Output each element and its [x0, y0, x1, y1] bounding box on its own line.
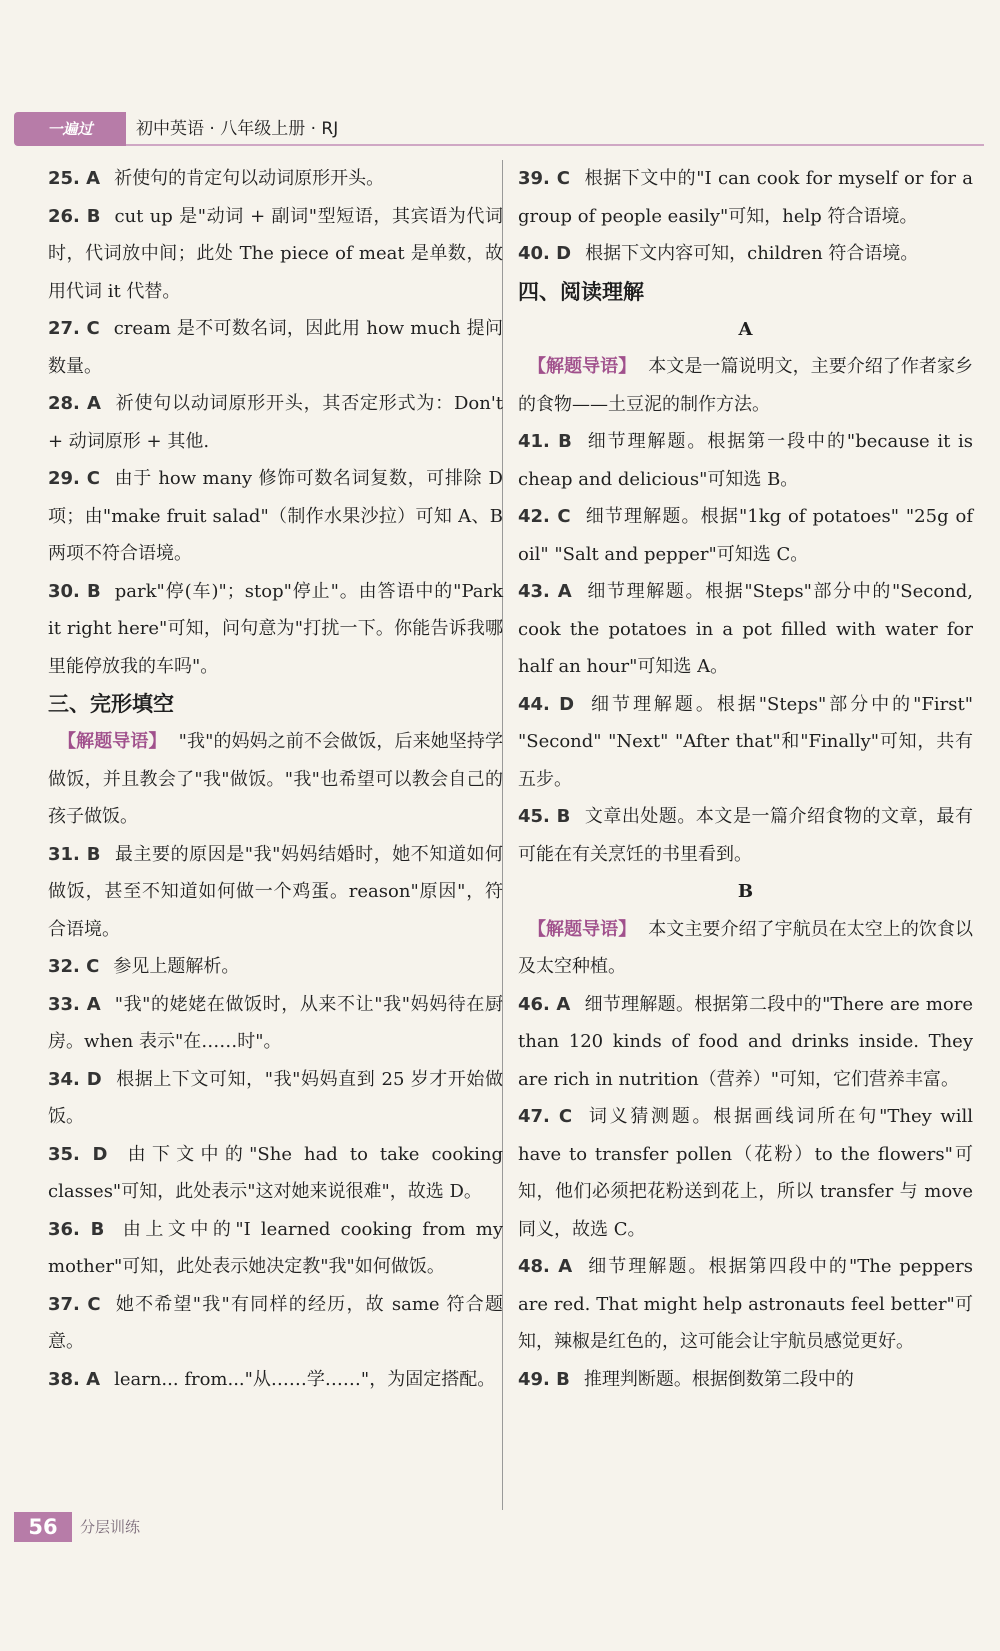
answer-number: 44. D — [518, 693, 575, 715]
answer-number: 34. D — [48, 1068, 102, 1090]
answer-item — [518, 498, 973, 573]
answer-explanation: 由于 how many 修饰可数名词复数，可排除 D 项；由"make fruit salad"（制作水果沙拉）可知 A、B 两项不符合语境。 — [48, 468, 503, 564]
answer-item — [518, 1098, 973, 1248]
answer-explanation: 根据上下文可知，"我"妈妈直到 25 岁才开始做饭。 — [48, 1068, 503, 1127]
section-title-cloze: 三、完形填空 — [48, 692, 174, 716]
answer-number: 27. C — [48, 318, 100, 339]
answer-explanation: 根据下文中的"I can cook for myself or for a group of people easily"可知，help 符合语境。 — [518, 168, 973, 227]
answer-explanation: 最主要的原因是"我"妈妈结婚时，她不知道如何做饭，甚至不知道如何做一个鸡蛋。reason"原因"，符合语境。 — [48, 843, 503, 940]
answer-item — [48, 986, 503, 1061]
answer-item — [518, 1248, 973, 1361]
answer-number: 41. B — [518, 431, 572, 452]
answer-item — [48, 385, 503, 460]
footer-label: 分层训练 — [80, 1518, 141, 1536]
answer-number: 46. A — [518, 993, 571, 1015]
answer-item — [518, 986, 973, 1099]
answer-explanation: 祈使句的肯定句以动词原形开头。 — [114, 168, 385, 189]
guide-tag: 【解题导语】 — [58, 731, 167, 752]
answer-explanation: 由下文中的"She had to take cooking classes"可知，此处表示"这对她来说很难"，故选 D。 — [48, 1143, 503, 1202]
answer-item — [518, 235, 973, 273]
answer-item — [518, 686, 973, 799]
answer-number: 36. B — [48, 1218, 105, 1240]
answer-number: 47. C — [518, 1106, 573, 1127]
answer-item — [48, 948, 503, 986]
answer-item — [48, 160, 503, 198]
answer-number: 40. D — [518, 243, 572, 264]
answer-explanation: 她不希望"我"有同样的经历，故 same 符合题意。 — [48, 1293, 503, 1352]
answer-item — [48, 1361, 503, 1399]
answer-explanation: 细节理解题。根据"Steps"部分中的"First" "Second" "Next" "After that"和"Finally"可知，共有五步。 — [518, 693, 973, 790]
answer-list-right-b — [518, 986, 973, 1399]
page-footer — [14, 1512, 204, 1542]
passage-label-a: A — [738, 318, 753, 340]
answer-explanation: 细节理解题。根据"1kg of potatoes" "25g of oil" "Salt and pepper"可知选 C。 — [518, 506, 973, 565]
answer-number: 38. A — [48, 1368, 101, 1390]
page-header — [14, 112, 984, 146]
guide-cloze — [48, 723, 503, 836]
answer-explanation: 参见上题解析。 — [113, 956, 240, 977]
answer-item — [518, 798, 973, 873]
answer-item — [48, 836, 503, 949]
answer-item — [518, 573, 973, 686]
answer-explanation: 细节理解题。根据"Steps"部分中的"Second, cook the potatoes in a pot filled with water for half an hour"可知选 A。 — [518, 581, 973, 677]
answer-number: 43. A — [518, 581, 572, 602]
answer-list-right-1 — [518, 160, 973, 273]
answer-explanation: "我"的姥姥在做饭时，从来不让"我"妈妈待在厨房。when 表示"在……时"。 — [48, 993, 503, 1052]
guide-tag: 【解题导语】 — [528, 918, 637, 940]
answer-number: 35. D — [48, 1143, 108, 1165]
answer-list-left-2 — [48, 836, 503, 1399]
answer-explanation: learn... from..."从……学……"，为固定搭配。 — [114, 1368, 496, 1390]
answer-number: 45. B — [518, 806, 571, 827]
answer-number: 42. C — [518, 506, 571, 527]
answer-number: 32. C — [48, 956, 100, 977]
answer-explanation: cut up 是"动词 + 副词"型短语，其宾语为代词时，代词放中间；此处 The piece of meat 是单数，故用代词 it 代替。 — [48, 205, 503, 302]
brand-logo: 一遍过 — [14, 112, 126, 146]
answer-number: 25. A — [48, 168, 101, 189]
guide-text: 本文是一篇说明文，主要介绍了作者家乡的食物——土豆泥的制作方法。 — [518, 356, 974, 415]
answer-explanation: 祈使句以动词原形开头，其否定形式为：Don't + 动词原形 + 其他. — [48, 393, 503, 452]
answer-explanation: 细节理解题。根据第二段中的"There are more than 120 kinds of food and drinks inside. They are rich in nutrition（营养）"可知，它们营养丰富。 — [518, 993, 973, 1090]
answer-number: 29. C — [48, 468, 101, 489]
guide-text: "我"的妈妈之前不会做饭，后来她坚持学做饭，并且教会了"我"做饭。"我"也希望可以教会自己的孩子做饭。 — [48, 731, 503, 827]
answer-number: 30. B — [48, 580, 101, 602]
answer-item — [48, 1211, 503, 1286]
answer-item — [48, 460, 503, 573]
answer-item — [48, 1136, 503, 1211]
section-title-reading: 四、阅读理解 — [518, 279, 644, 304]
passage-label-b: B — [737, 881, 754, 902]
answer-explanation: 词义猜测题。根据画线词所在句"They will have to transfer pollen（花粉）to the flowers"可知，他们必须把花粉送到花上，所以 transfer 与 move 同义，故选 C。 — [518, 1106, 973, 1240]
answer-number: 37. C — [48, 1293, 101, 1315]
answer-number: 49. B — [518, 1368, 570, 1390]
answer-explanation: cream 是不可数名词，因此用 how much 提问数量。 — [48, 318, 503, 377]
answer-list-left-1 — [48, 160, 503, 685]
header-divider — [126, 144, 984, 146]
answer-explanation: 根据下文内容可知，children 符合语境。 — [585, 243, 919, 264]
answer-explanation: park"停(车)"；stop"停止"。由答语中的"Park it right here"可知，问句意为"打扰一下。你能告诉我哪里能停放我的车吗"。 — [48, 580, 503, 677]
answer-item — [48, 1286, 503, 1361]
answer-item — [518, 160, 973, 235]
answer-item — [518, 1361, 973, 1399]
guide-tag: 【解题导语】 — [528, 356, 637, 377]
answer-explanation: 推理判断题。根据倒数第二段中的 — [583, 1368, 854, 1390]
page-number: 56 — [14, 1512, 72, 1542]
answer-number: 48. A — [518, 1256, 573, 1277]
book-title: 初中英语 · 八年级上册 · RJ — [136, 119, 339, 139]
answer-item — [48, 310, 503, 385]
guide-reading-b — [518, 911, 973, 986]
answer-number: 39. C — [518, 168, 570, 189]
answer-number: 33. A — [48, 993, 101, 1015]
answer-list-right-a — [518, 423, 973, 873]
answer-item — [518, 423, 973, 498]
answer-explanation: 细节理解题。根据第四段中的"The peppers are red. That might help astronauts feel better"可知，辣椒是红色的，这可能会让宇航员感觉更好。 — [518, 1256, 973, 1352]
answer-number: 31. B — [48, 843, 101, 865]
guide-text: 本文主要介绍了宇航员在太空上的饮食以及太空种植。 — [518, 918, 974, 977]
answer-number: 28. A — [48, 393, 101, 414]
answer-item — [48, 573, 503, 686]
right-column — [518, 160, 973, 1398]
answer-number: 26. B — [48, 205, 101, 227]
answer-item — [48, 198, 503, 311]
answer-explanation: 文章出处题。本文是一篇介绍食物的文章，最有可能在有关烹饪的书里看到。 — [518, 806, 974, 865]
answer-item — [48, 1061, 503, 1136]
answer-explanation: 由上文中的"I learned cooking from my mother"可知，此处表示她决定教"我"如何做饭。 — [48, 1218, 504, 1277]
left-column — [48, 160, 503, 1398]
guide-reading-a — [518, 348, 973, 423]
answer-explanation: 细节理解题。根据第一段中的"because it is cheap and delicious"可知选 B。 — [518, 431, 973, 490]
